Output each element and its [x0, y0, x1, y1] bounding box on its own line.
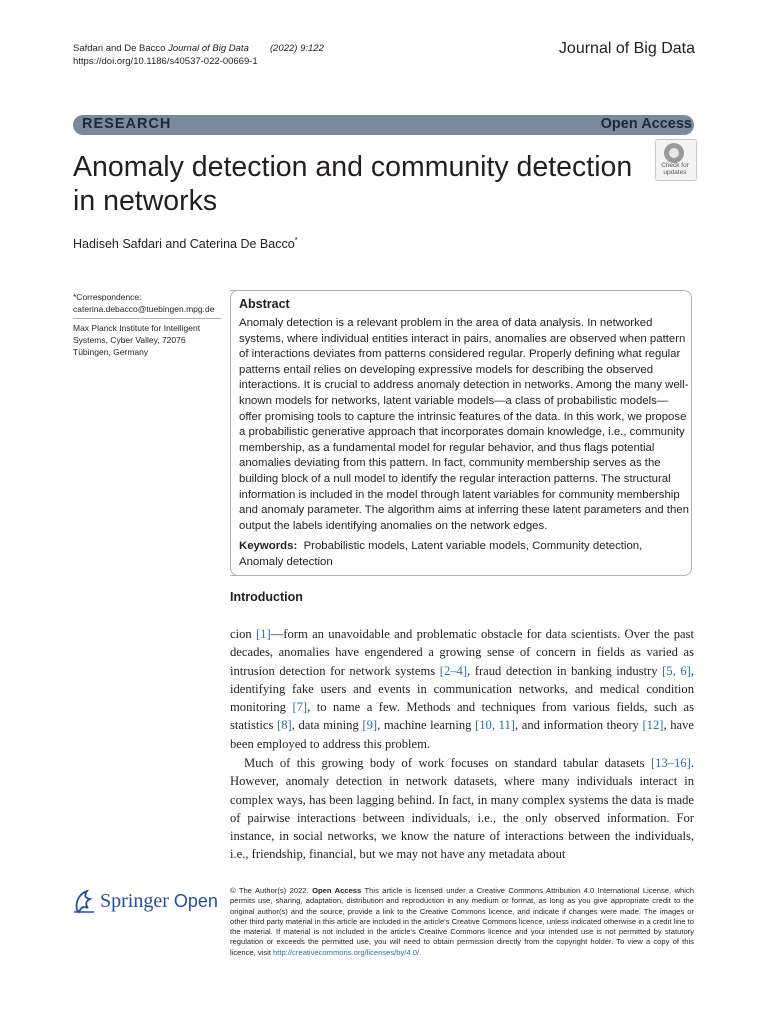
springer-brand: Springer [100, 890, 169, 912]
header-journal: Journal of Big Data [168, 43, 249, 54]
affiliation: Max Planck Institute for Intelligent Systems, Cyber Valley, 72076 Tübingen, Germany [73, 323, 201, 357]
citation-link[interactable]: [12] [642, 718, 664, 733]
text-run: , data mining [291, 718, 363, 733]
open-access-label: Open Access [600, 116, 692, 132]
springer-horse-icon [73, 888, 95, 914]
abstract-text: Anomaly detection is a relevant problem in the area of data analysis. In networked systems, where individual entities interact in pairs, anomalies are observed when pattern of interactions deviates from patterns considered regular. Properly defining what regular patterns entail relies on developing expressive models for describing the observed interactions. It is crucial to address anomaly detection in networks. Among the many well-known models for networks, latent variable models—a class of probabilistic models—offer promising tools to capture the intrinsic features of the data. In this work, we propose a probabilistic generative approach that incorporates domain knowledge, i.e., community membership, as a fundamental model for regular behavior, and thus flags potential anomalies deviating from this pattern. In fact, community membership serves as the building block of a null model to identify the regular interaction patterns. The structural information is included in the model through latent variables for community membership and anomaly parameter. The algorithm aims at inferring these latent parameters and then output the labels identifying anomalies on the network edges. [239, 317, 689, 532]
text-run: . However, anomaly detection in network datasets, where many individuals interact in complex ways, has been lagging behind. In fact, in many complex systems the data is made of pairwise interactions between individuals, i.e., the only observed information. For instance, in social networks, we know the nature of interactions between the individuals, i.e., friendship, financial, but we may not have any metadata about [230, 756, 694, 862]
header-authors: Safdari and De Bacco [73, 43, 166, 54]
article-title: Anomaly detection and community detection in networks [73, 151, 633, 217]
article-type-label: RESEARCH [82, 116, 172, 132]
citation-link[interactable]: [8] [277, 718, 292, 733]
citation-link[interactable]: [13–16] [650, 756, 691, 770]
text-run: , fraud detection in banking industry [467, 663, 663, 678]
text-run: cion [230, 627, 256, 641]
citation-link[interactable]: [10, 11] [475, 718, 515, 733]
keywords [239, 539, 679, 570]
keywords-label: Keywords: [239, 540, 298, 552]
text-run: —form an unavoidable and problematic obstacle for data scientists. Over the past decades, anomalies have engendered a growing sense of concern in fields as varied as intrusion detection for network systems [230, 627, 694, 678]
license-end: . [419, 947, 422, 957]
license-text: This article is licensed under a Creative Commons Attribution 4.0 International License, which permits use, sharing, adaptation, distribution and reproduction in any medium or format, as long as you give appropriate credit to the original author(s) and the source, provide a link to the Creative Commons licence, and indicate if changes were made. The images or other third party material in this article are included in the article's Creative Commons licence, unless indicated otherwise in a credit line to the material. If material is not included in the article's Creative Commons licence and your intended use is not permitted by statutory regulation or exceeds the permitted use, you will need to obtain permission directly from the copyright holder. To view a copy of this licence, visit [230, 886, 694, 957]
text-run: , machine learning [377, 718, 476, 733]
author-list [73, 236, 298, 251]
text-run: , have been employed to address this problem. [230, 718, 694, 751]
intro-paragraph-1 [230, 625, 694, 753]
springer-open: Open [173, 891, 218, 911]
citation-link[interactable]: [5, 6] [662, 663, 691, 678]
citation-link[interactable]: [1] [256, 627, 271, 641]
text-run: Much of this growing body of work focuses on standard tabular datasets [244, 756, 651, 770]
correspondence [73, 292, 223, 315]
citation-link[interactable]: [7] [292, 700, 308, 715]
text-run: , and information theory [514, 718, 643, 733]
text-run: , to name a few. Methods and techniques from various fields, such as statistics [230, 700, 695, 733]
journal-name: Journal of Big Data [558, 40, 695, 57]
correspondence-email[interactable]: caterina.debacco@tuebingen.mpg.de [73, 303, 215, 314]
running-header [73, 42, 324, 68]
license-link[interactable]: http://creativecommons.org/licenses/by/4.0/ [273, 947, 420, 957]
abstract-heading: Abstract [239, 297, 290, 311]
header-doi[interactable]: https://doi.org/10.1186/s40537-022-00669-1 [73, 56, 258, 67]
intro-paragraph-2 [230, 754, 694, 864]
corresponding-mark: * [294, 236, 298, 245]
citation-link[interactable]: [2–4] [439, 663, 468, 678]
correspondence-divider [73, 318, 221, 319]
header-year-volume: (2022) 9:122 [269, 43, 324, 54]
license-oa-label: Open Access [312, 886, 362, 895]
license-statement [230, 886, 694, 958]
text-run: , identifying fake users and events in communication networks, and medical condition monitoring [230, 663, 695, 715]
introduction-heading: Introduction [230, 590, 303, 604]
author-names: Hadiseh Safdari and Caterina De Bacco [73, 237, 295, 252]
citation-link[interactable]: [9] [362, 718, 378, 733]
springer-open-logo [100, 890, 218, 913]
correspondence-label: *Correspondence: [73, 292, 142, 302]
license-copyright: © The Author(s) 2022. [230, 886, 313, 895]
keywords-list: Probabilistic models, Latent variable models, Community detection, Anomaly detection [239, 540, 643, 568]
check-for-updates-icon [664, 143, 684, 163]
check-for-updates-text: Check for updates [661, 162, 689, 176]
